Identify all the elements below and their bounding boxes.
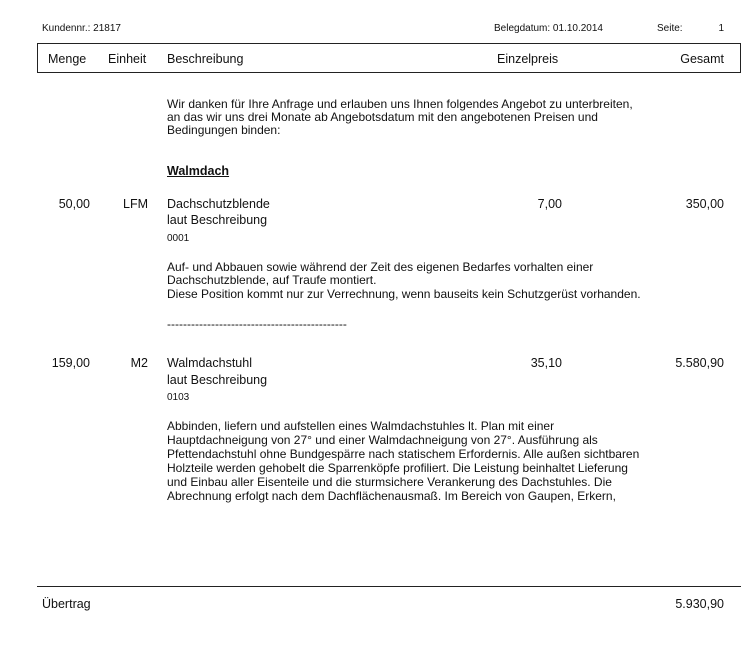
- item-1-einheit: LFM: [123, 197, 148, 211]
- item-1-gesamt: 350,00: [685, 197, 724, 211]
- item-1-desc-line-3: Diese Position kommt nur zur Verrechnung, wenn bauseits kein Schutzgerüst vorhanden.: [167, 287, 641, 301]
- carryover-label: Übertrag: [42, 597, 91, 611]
- item-2-einzelpreis: 35,10: [530, 356, 562, 370]
- column-beschreibung: Beschreibung: [167, 52, 244, 66]
- intro-line-1: Wir danken für Ihre Anfrage und erlauben uns Ihnen folgendes Angebot zu unterbreiten,: [167, 97, 633, 111]
- item-1-subtitle: laut Beschreibung: [167, 213, 268, 227]
- column-menge: Menge: [48, 52, 87, 66]
- item-1-title: Dachschutzblende: [167, 197, 270, 211]
- item-2-subtitle: laut Beschreibung: [167, 373, 268, 387]
- page-label: Seite:: [657, 23, 683, 34]
- item-2-desc-line-3: Pfettendachstuhl ohne Bundgespärre nach statischem Erfordernis. Alle außen sichtbaren: [167, 447, 640, 461]
- item-1-desc-line-1: Auf- und Abbauen sowie während der Zeit des eigenen Bedarfes vorhalten einer: [167, 260, 594, 274]
- page-number: 1: [718, 23, 724, 34]
- item-2-desc-line-4: Holzteile werden gehobelt die Sparrenköpfe profiliert. Die Leistung beinhaltet Lieferung: [167, 461, 628, 475]
- item-2-gesamt: 5.580,90: [675, 356, 724, 370]
- footer-rule: [37, 586, 741, 587]
- item-2-title: Walmdachstuhl: [167, 356, 252, 370]
- item-1-desc-line-2: Dachschutzblende, auf Traufe montiert.: [167, 273, 377, 287]
- item-2-desc-line-6: Abrechnung erfolgt nach dem Dachflächenausmaß. Im Bereich von Gaupen, Erkern,: [167, 489, 616, 503]
- carryover-amount: 5.930,90: [675, 597, 724, 611]
- item-2-desc-line-2: Hauptdachneigung von 27° und einer Walmdachneigung von 27°. Ausführung als: [167, 433, 598, 447]
- item-1-code: 0001: [167, 233, 190, 244]
- section-title: Walmdach: [167, 164, 230, 178]
- item-separator: ---------------------------------------------: [167, 317, 347, 331]
- intro-line-3: Bedingungen binden:: [167, 123, 281, 137]
- column-gesamt: Gesamt: [680, 52, 724, 66]
- customer-number: Kundennr.: 21817: [42, 23, 121, 34]
- item-2-einheit: M2: [130, 356, 148, 370]
- item-2-code: 0103: [167, 392, 190, 403]
- document-date: Belegdatum: 01.10.2014: [494, 23, 603, 34]
- item-1-einzelpreis: 7,00: [537, 197, 562, 211]
- item-2-desc-line-5: und Einbau aller Eisenteile und die sturmsichere Verankerung des Dachstuhles. Die: [167, 475, 612, 489]
- item-2-desc-line-1: Abbinden, liefern und aufstellen eines Walmdachstuhles lt. Plan mit einer: [167, 419, 555, 433]
- item-2-menge: 159,00: [51, 356, 90, 370]
- intro-line-2: an das wir uns drei Monate ab Angebotsdatum mit den angebotenen Preisen und: [167, 110, 598, 124]
- column-einheit: Einheit: [108, 52, 147, 66]
- item-1-menge: 50,00: [58, 197, 90, 211]
- column-einzelpreis: Einzelpreis: [497, 52, 559, 66]
